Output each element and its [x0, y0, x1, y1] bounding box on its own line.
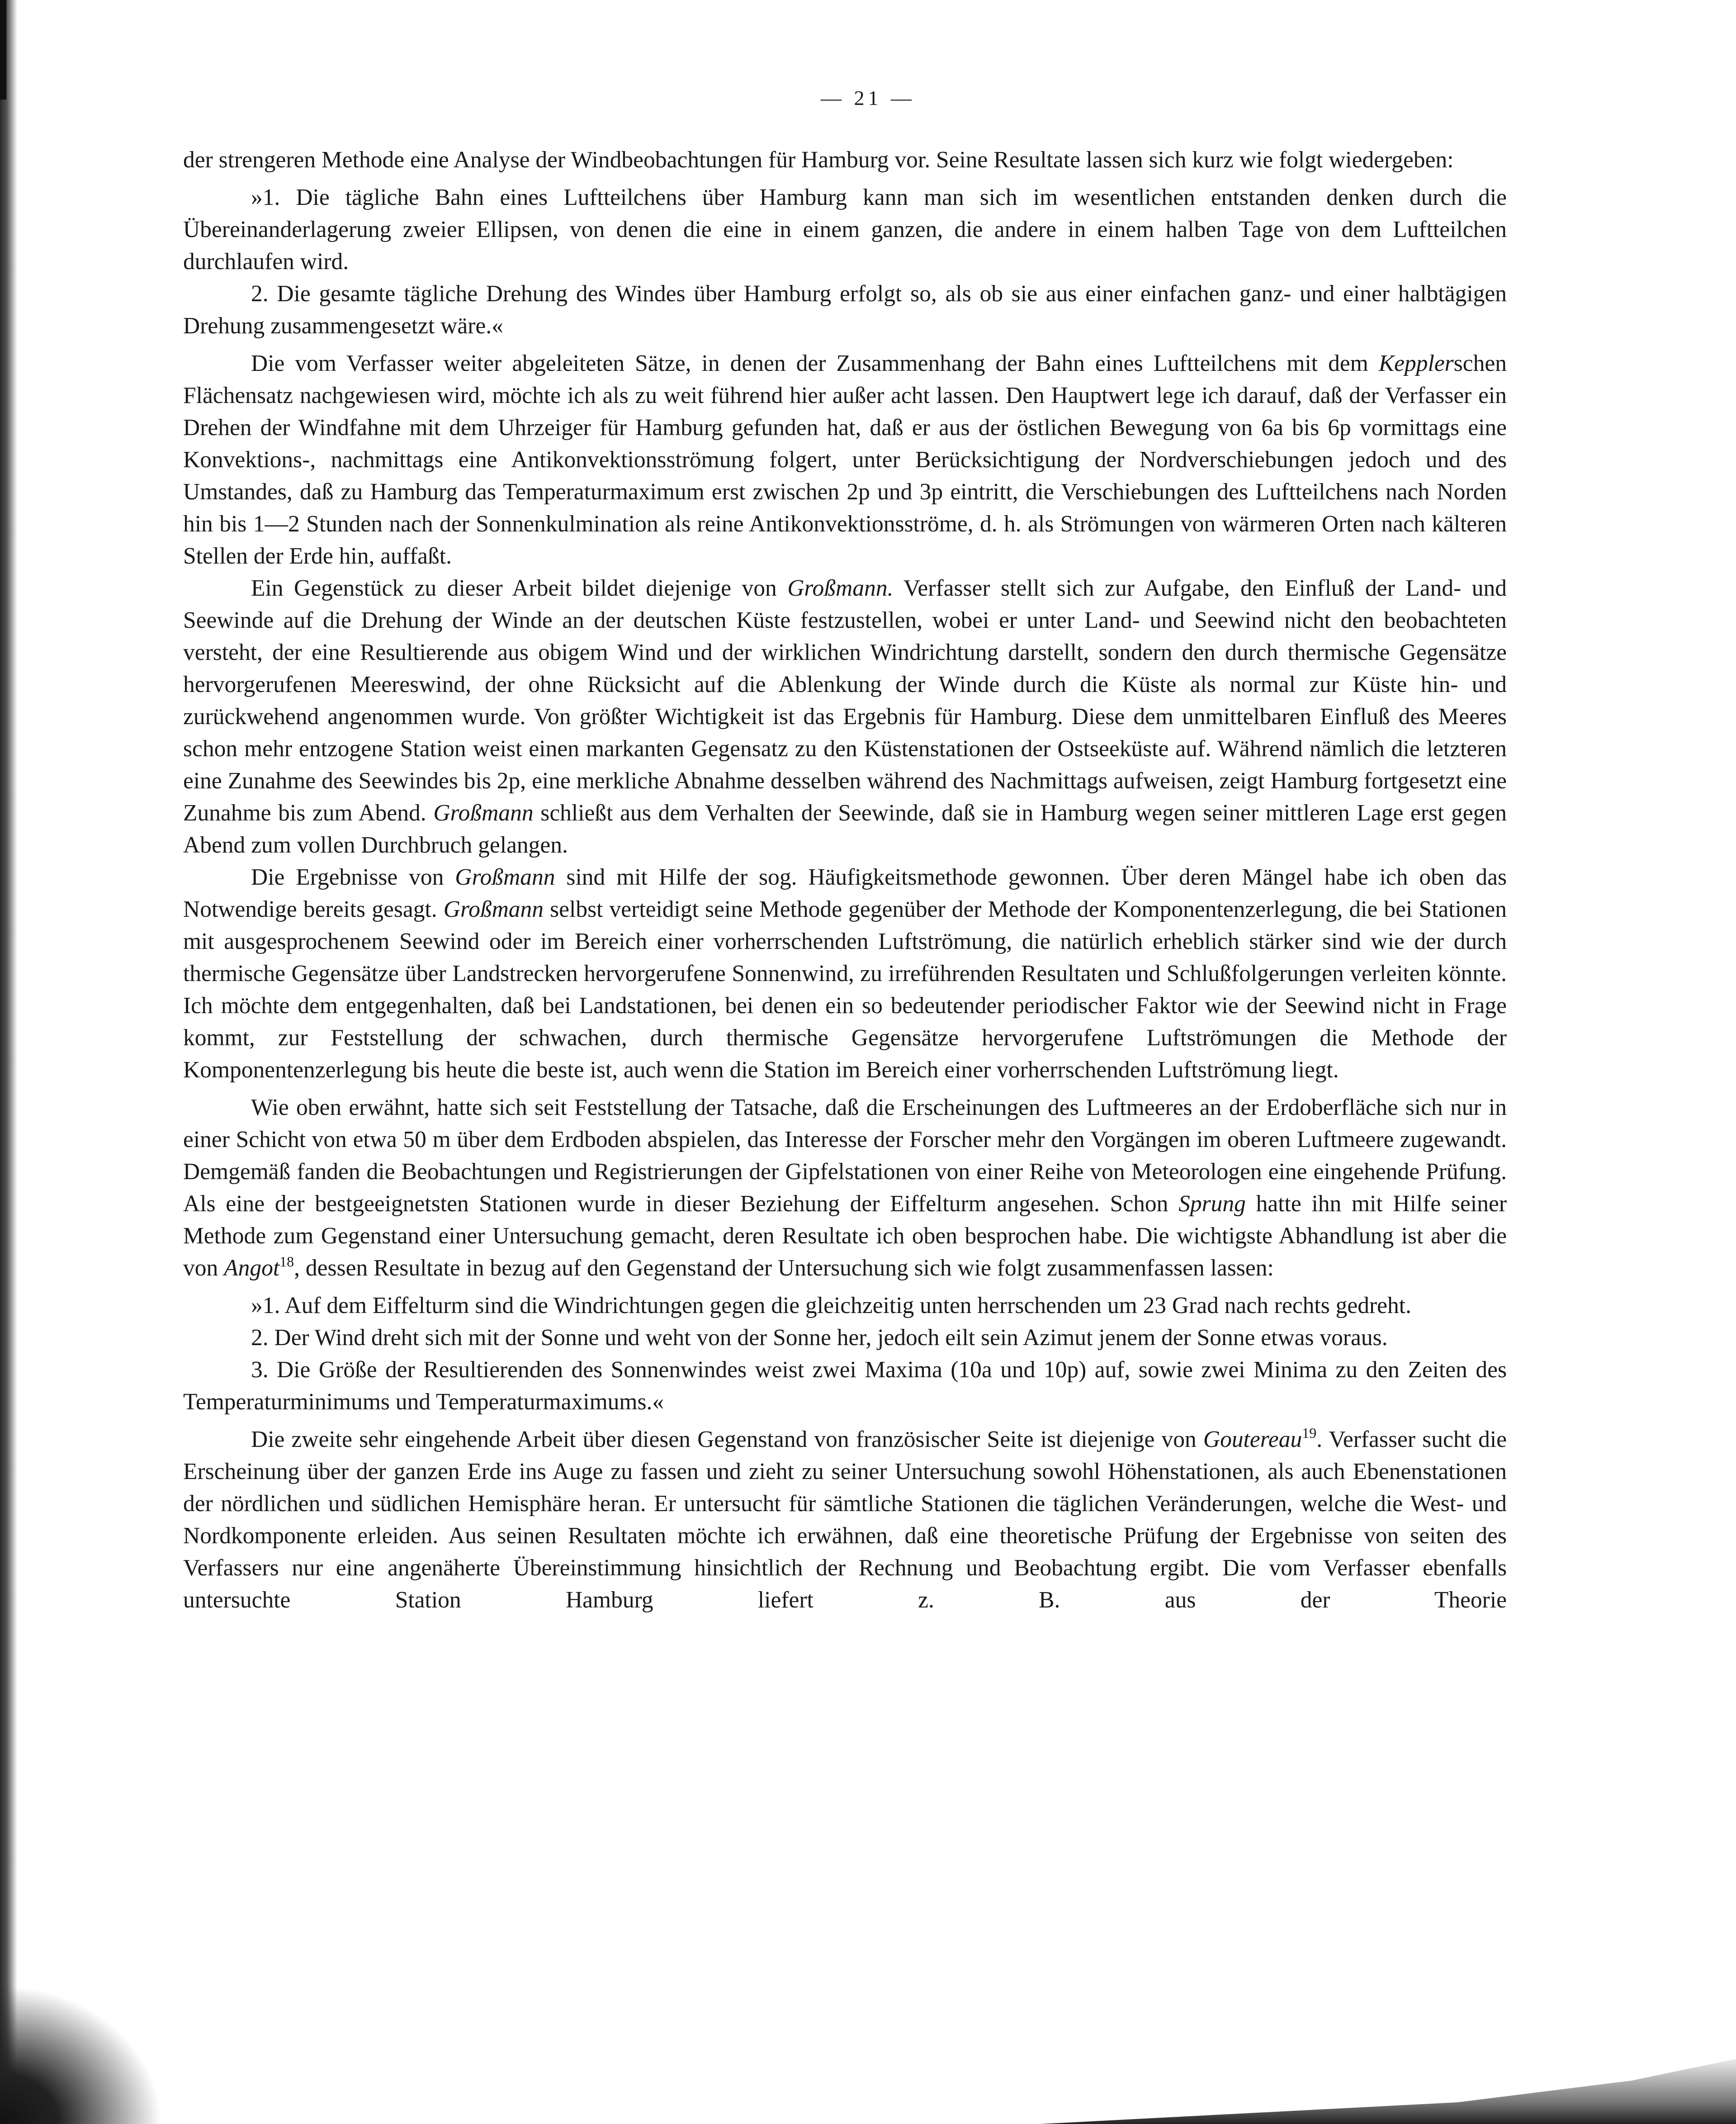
- scan-corner-shadow: [0, 1961, 190, 2124]
- text-run: 2. Die gesamte tägliche Drehung des Windes über Hamburg erfolgt so, als ob sie aus einer einfachen ganz- und einer halbtägigen Drehung zusammengesetzt wäre.«: [183, 281, 1507, 339]
- paragraph: [183, 1290, 1507, 1322]
- paragraph: [183, 347, 1507, 572]
- text-run: Die zweite sehr eingehende Arbeit über diesen Gegenstand von französischer Seite ist diejenige von: [251, 1427, 1203, 1452]
- author-name: Großmann: [455, 864, 555, 890]
- footnote-ref: 18: [279, 1253, 294, 1270]
- author-name: Großmann: [433, 800, 534, 826]
- text-run: selbst verteidigt seine Methode gegenüber der Methode der Komponentenzerlegung, die bei Stationen mit ausgesprochenem Seewind oder im Bereich einer vorherrschenden Luftströmung, die natürlich erheblich stärker sind wie der durch thermische Gegensätze über Landstrecken hervorgerufene Sonnenwind, zu irreführenden Resultaten und Schlußfolgerungen verleiten könnte. Ich möchte dem entgegenhalten, daß bei Landstationen, bei denen ein so bedeutender periodischer Faktor wie der Seewind nicht in Frage kommt, zur Feststellung der schwachen, durch thermische Gegensätze hervorgerufene Luftströmungen die Methode der Komponentenzerlegung bis heute die beste ist, auch wenn die Station im Bereich einer vorherrschenden Luftströmung liegt.: [183, 896, 1507, 1083]
- paragraph: [183, 572, 1507, 861]
- text-run: schen Flächensatz nachgewiesen wird, möchte ich als zu weit führend hier außer acht lassen. Den Hauptwert lege ich darauf, daß der Verfasser ein Drehen der Windfahne mit dem Uhrzeiger für Hamburg gefunden hat, daß er aus der östlichen Bewegung von 6a bis 6p vormittags eine Konvektions-, nachmittags eine Antikonvektionsströmung folgert, unter Berücksichtigung der Nordverschiebungen jedoch und des Umstandes, daß zu Hamburg das Temperaturmaximum erst zwischen 2p und 3p eintritt, die Verschiebungen des Luftteilchens nach Norden hin bis 1—2 Stunden nach der Sonnenkulmination als reine Antikonvektionsströme, d. h. als Strömungen von wärmeren Orten nach kälteren Stellen der Erde hin, auffaßt.: [183, 351, 1507, 569]
- paragraph: [183, 1091, 1507, 1284]
- scan-edge-mark: [0, 0, 6, 100]
- scan-edge-shadow: [0, 0, 17, 2124]
- paragraph: [183, 861, 1507, 1086]
- text-run: . Verfasser sucht die Erscheinung über der ganzen Erde ins Auge zu fassen und zieht zu seiner Untersuchung sowohl Höhenstationen, als auch Ebenenstationen der nördlichen und südlichen Hemisphäre heran. Er untersucht für sämtliche Stationen die täglichen Veränderungen, welche die West- und Nordkomponente erleiden. Aus seinen Resultaten möchte ich erwähnen, daß eine theoretische Prüfung der Ergebnisse von seiten des Verfassers nur eine angenäherte Übereinstimmung hinsichtlich der Rechnung und Beobachtung ergibt. Die vom Verfasser ebenfalls untersuchte Station Hamburg liefert z. B. aus der Theorie: [183, 1427, 1507, 1613]
- paragraph: [183, 1322, 1507, 1354]
- text-run: »1. Die tägliche Bahn eines Luftteilchens über Hamburg kann man sich im wesentlichen entstanden denken durch die Übereinanderlagerung zweier Ellipsen, von denen die eine in einem ganzen, die andere in einem halben Tage von dem Luftteilchen durchlaufen wird.: [183, 185, 1507, 275]
- author-name: Angot: [224, 1255, 280, 1281]
- author-name: Großmann.: [787, 575, 894, 601]
- footnote-ref: 19: [1302, 1425, 1317, 1441]
- text-run: sind mit Hilfe der sog. Häufigkeitsmethode gewonnen. Über deren Mängel habe ich oben das Notwendige bereits gesagt.: [183, 864, 1507, 922]
- text-run: Die vom Verfasser weiter abgeleiteten Sätze, in denen der Zusammenhang der Bahn eines Luftteilchens mit dem: [251, 351, 1379, 376]
- text-run: hatte ihn mit Hilfe seiner Methode zum Gegenstand einer Untersuchung gemacht, deren Resultate ich oben besprochen habe. Die wichtigste Abhandlung ist aber die von: [183, 1191, 1507, 1281]
- text-run: schließt aus dem Verhalten der Seewinde, daß sie in Hamburg wegen seiner mittleren Lage erst gegen Abend zum vollen Durchbruch gelangen.: [183, 800, 1507, 858]
- paragraph: [183, 278, 1507, 342]
- author-name: Großmann: [443, 896, 544, 922]
- body-text: [183, 144, 1507, 1616]
- author-name: Keppler: [1378, 351, 1454, 376]
- text-run: 3. Die Größe der Resultierenden des Sonnenwindes weist zwei Maxima (10a und 10p) auf, sowie zwei Minima zu den Zeiten des Temperaturminimums und Temperaturmaximums.«: [183, 1357, 1507, 1415]
- text-run: Ein Gegenstück zu dieser Arbeit bildet diejenige von: [251, 575, 788, 601]
- paragraph: [183, 181, 1507, 278]
- author-name: Sprung: [1178, 1191, 1246, 1217]
- text-run: , dessen Resultate in bezug auf den Gegenstand der Untersuchung sich wie folgt zusammenfassen lassen:: [294, 1255, 1274, 1281]
- paragraph: [183, 144, 1507, 176]
- text-run: 2. Der Wind dreht sich mit der Sonne und weht von der Sonne her, jedoch eilt sein Azimut jenem der Sonne etwas voraus.: [251, 1325, 1388, 1351]
- paragraph: [183, 1354, 1507, 1418]
- author-name: Goutereau: [1203, 1427, 1302, 1452]
- text-run: »1. Auf dem Eiffelturm sind die Windrichtungen gegen die gleichzeitig unten herrschenden um 23 Grad nach rechts gedreht.: [251, 1293, 1411, 1318]
- scan-bottom-shadow: [1040, 2052, 1736, 2124]
- text-run: der strengeren Methode eine Analyse der Windbeobachtungen für Hamburg vor. Seine Resultate lassen sich kurz wie folgt wiedergeben:: [183, 147, 1454, 173]
- paragraph: [183, 1423, 1507, 1616]
- text-run: Verfasser stellt sich zur Aufgabe, den Einfluß der Land- und Seewinde auf die Drehung der Winde an der deutschen Küste festzustellen, wobei er unter Land- und Seewind nicht den beobachteten versteht, der eine Resultierende aus obigem Wind und der wirklichen Windrichtung darstellt, sondern den durch thermische Gegensätze hervorgerufenen Meereswind, der ohne Rücksicht auf die Ablenkung der Winde durch die Küste als normal zur Küste hin- und zurückwehend angenommen wurde. Von größter Wichtigkeit ist das Ergebnis für Hamburg. Diese dem unmittelbaren Einfluß des Meeres schon mehr entzogene Station weist einen markanten Gegensatz zu den Küstenstationen der Ostseeküste auf. Während nämlich die letzteren eine Zunahme des Seewindes bis 2p, eine merkliche Abnahme desselben während des Nachmittags aufweisen, zeigt Hamburg fortgesetzt eine Zunahme bis zum Abend.: [183, 575, 1507, 826]
- page-number: — 21 —: [821, 86, 915, 109]
- text-run: Wie oben erwähnt, hatte sich seit Feststellung der Tatsache, daß die Erscheinungen des Luftmeeres an der Erdoberfläche sich nur in einer Schicht von etwa 50 m über dem Erdboden abspielen, das Interesse der Forscher mehr den Vorgängen im oberen Luftmeere zugewandt. Demgemäß fanden die Beobachtungen und Registrierungen der Gipfelstationen von einer Reihe von Meteorologen eine eingehende Prüfung. Als eine der bestgeeignetsten Stationen wurde in dieser Beziehung der Eiffelturm angesehen. Schon: [183, 1095, 1507, 1217]
- text-run: Die Ergebnisse von: [251, 864, 455, 890]
